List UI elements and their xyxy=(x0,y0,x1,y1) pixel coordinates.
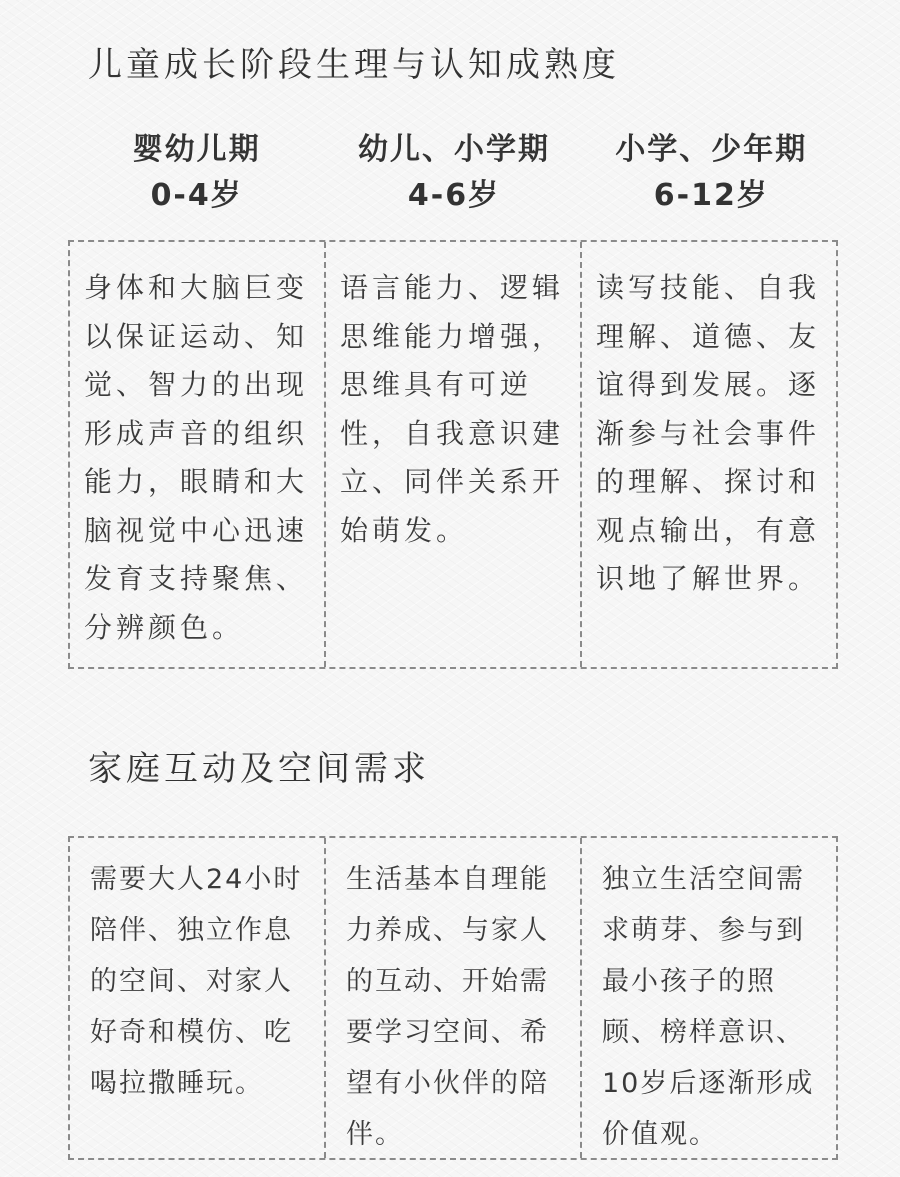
stage-name: 小学、少年期 xyxy=(615,132,808,167)
stage-name: 幼儿、小学期 xyxy=(357,132,550,167)
stage-age: 4-6岁 xyxy=(407,178,501,213)
family-cell-school: 独立生活空间需求萌芽、参与到最小孩子的照顾、榜样意识、10岁后逐渐形成价值观。 xyxy=(580,838,836,1158)
stage-name: 婴幼儿期 xyxy=(132,132,261,167)
maturity-cell-preschool: 语言能力、逻辑思维能力增强，思维具有可逆性，自我意识建立、同伴关系开始萌发。 xyxy=(324,242,580,667)
section-title-family-space: 家庭互动及空间需求 xyxy=(88,749,430,789)
stage-age: 6-12岁 xyxy=(653,178,769,213)
section-title-maturity: 儿童成长阶段生理与认知成熟度 xyxy=(88,45,620,85)
maturity-cell-infant: 身体和大脑巨变以保证运动、知觉、智力的出现形成声音的组织能力，眼睛和大脑视觉中心迅速发育支持聚焦、分辨颜色。 xyxy=(84,271,309,644)
maturity-table xyxy=(68,240,838,669)
family-cell-preschool: 生活基本自理能力养成、与家人的互动、开始需要学习空间、希望有小伙伴的陪伴。 xyxy=(324,838,580,1158)
stage-header-school xyxy=(583,130,840,216)
maturity-cell-school: 读写技能、自我理解、道德、友谊得到发展。逐渐参与社会事件的理解、探讨和观点输出，有意识地了解世界。 xyxy=(580,242,836,667)
family-cell-infant: 需要大人24小时陪伴、独立作息的空间、对家人好奇和模仿、吃喝拉撒睡玩。 xyxy=(90,864,303,1099)
stage-headers xyxy=(68,130,840,216)
stage-header-preschool xyxy=(325,130,582,216)
stage-age: 0-4岁 xyxy=(150,178,243,213)
stage-header-infant xyxy=(68,130,325,216)
family-space-table xyxy=(68,836,838,1160)
